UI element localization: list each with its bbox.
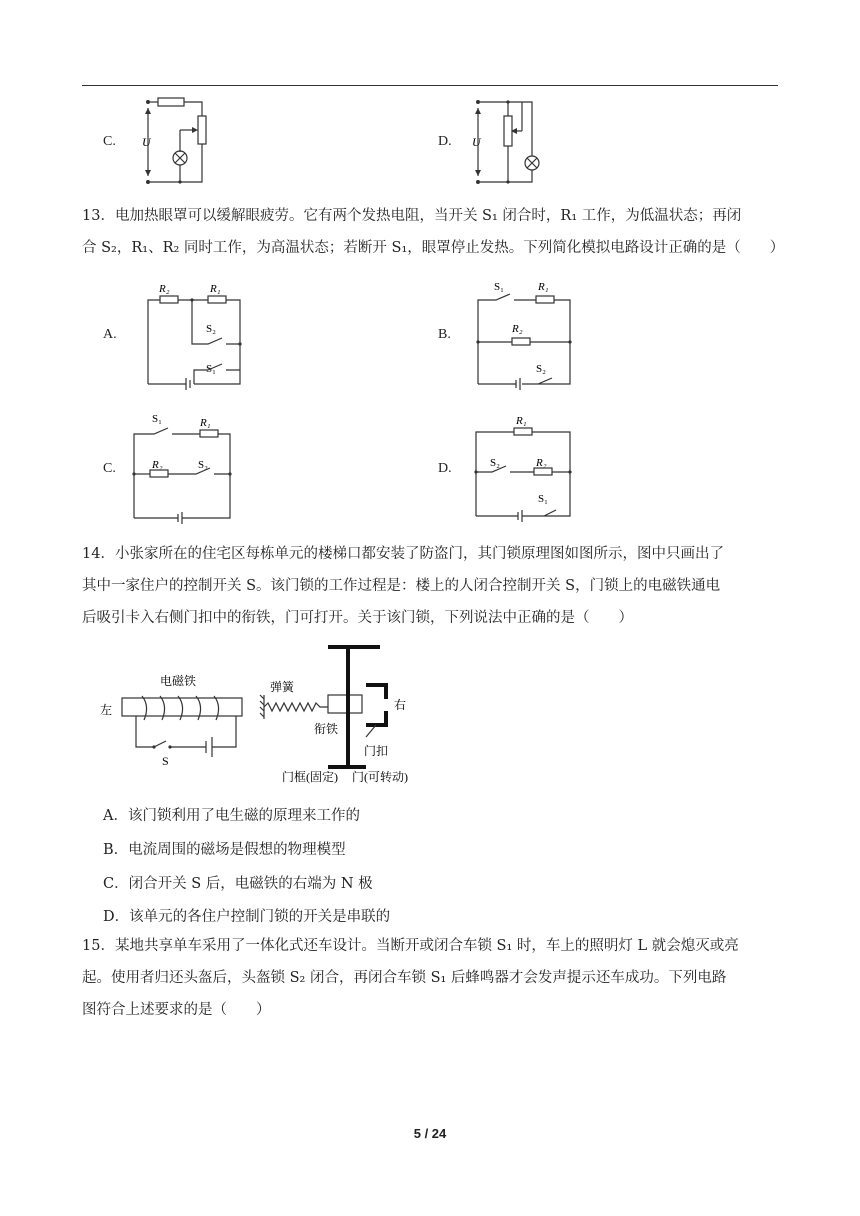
armature	[328, 695, 362, 713]
question-14	[82, 538, 782, 634]
svg-text:S₂: S₂	[198, 459, 208, 471]
q14-choice-b: B．电流周围的磁场是假想的物理模型	[103, 842, 346, 858]
q14-choice-d: D．该单元的各住户控制门锁的开关是串联的	[103, 909, 391, 925]
svg-text:S₁: S₁	[494, 281, 504, 293]
svg-text:R₁: R₁	[210, 283, 221, 295]
q13-option-d-label: D.	[438, 461, 452, 476]
svg-text:左: 左	[100, 703, 113, 717]
svg-text:R₁: R₁	[200, 417, 211, 429]
svg-text:R₁: R₁	[516, 415, 527, 427]
svg-text:电磁铁: 电磁铁	[160, 674, 197, 688]
q12-circuit-d	[470, 96, 550, 188]
svg-text:R₁: R₁	[538, 281, 549, 293]
q15-line-1: 15．某地共享单车采用了一体化式还车设计。当断开或闭合车锁 S₁ 时，车上的照明灯 L 就会熄灭或亮	[82, 938, 739, 954]
svg-text:门框(固定): 门框(固定)	[282, 770, 338, 784]
question-13	[82, 200, 785, 264]
q14-line-1: 14．小张家所在的住宅区每栋单元的楼梯口都安装了防盗门，其门锁原理图如图所示，图中只画出了	[82, 546, 724, 562]
q14-door-lock-figure	[96, 643, 436, 783]
q12-circuit-c	[140, 96, 220, 188]
q12-option-c-label: C.	[103, 134, 116, 149]
svg-text:S₂: S₂	[536, 363, 546, 375]
q14-choice-a: A．该门锁利用了电生磁的原理来工作的	[103, 808, 360, 824]
q15-line-3: 图符合上述要求的是（ ）	[82, 1002, 271, 1018]
q12-c-voltage: U	[142, 135, 151, 149]
svg-text:门扣: 门扣	[364, 744, 389, 758]
svg-text:R₂: R₂	[536, 457, 547, 469]
q15-line-2: 起。使用者归还头盔后，头盔锁 S₂ 闭合，再闭合车锁 S₁ 后蜂鸣器才会发声提示还车成功。下列电路	[82, 970, 727, 986]
q14-line-3: 后吸引卡入右侧门扣中的衔铁，门可打开。关于该门锁，下列说法中正确的是（ ）	[82, 610, 633, 626]
q14-choice-c: C．闭合开关 S 后，电磁铁的右端为 N 极	[103, 876, 373, 892]
header-rule	[82, 85, 778, 86]
svg-text:R₂: R₂	[512, 323, 523, 335]
q13-circuit-d	[474, 412, 574, 524]
q13-circuit-c	[132, 410, 242, 524]
svg-text:右: 右	[394, 698, 407, 712]
svg-text:门(可转动): 门(可转动)	[352, 770, 408, 784]
q13-option-c-label: C.	[103, 461, 116, 476]
rheostat-icon	[198, 116, 206, 144]
q13-option-a-label: A.	[103, 327, 117, 342]
question-15	[82, 930, 782, 1026]
page-number: 5 / 24	[413, 1126, 447, 1141]
q12-option-d-label: D.	[438, 134, 452, 149]
svg-text:S: S	[162, 754, 169, 768]
q12-d-voltage: U	[472, 135, 481, 149]
svg-text:S₂: S₂	[206, 323, 216, 335]
svg-text:S₁: S₁	[538, 493, 548, 505]
q14-line-2: 其中一家住户的控制开关 S。该门锁的工作过程是：楼上的人闭合控制开关 S，门锁上的电磁铁通电	[82, 578, 721, 594]
svg-text:弹簧: 弹簧	[270, 680, 295, 694]
q13-circuit-a	[146, 280, 246, 390]
q13-line-1: 13．电加热眼罩可以缓解眼疲劳。它有两个发热电阻，当开关 S₁ 闭合时，R₁ 工作，为低温状态；再闭	[82, 208, 742, 224]
svg-text:S₂: S₂	[490, 457, 500, 469]
q13-option-b-label: B.	[438, 327, 451, 342]
svg-text:R₂: R₂	[159, 283, 170, 295]
resistor-icon	[158, 98, 184, 106]
svg-text:R₂: R₂	[152, 459, 163, 471]
rheostat-icon	[504, 116, 512, 146]
svg-text:衔铁: 衔铁	[314, 722, 339, 736]
svg-text:S₁: S₁	[206, 363, 216, 375]
q13-circuit-b	[476, 280, 576, 390]
svg-text:S₁: S₁	[152, 413, 162, 425]
q13-line-2: 合 S₂，R₁、R₂ 同时工作，为高温状态；若断开 S₁，眼罩停止发热。下列简化模拟电路设计正确的是（ ）	[82, 240, 785, 256]
